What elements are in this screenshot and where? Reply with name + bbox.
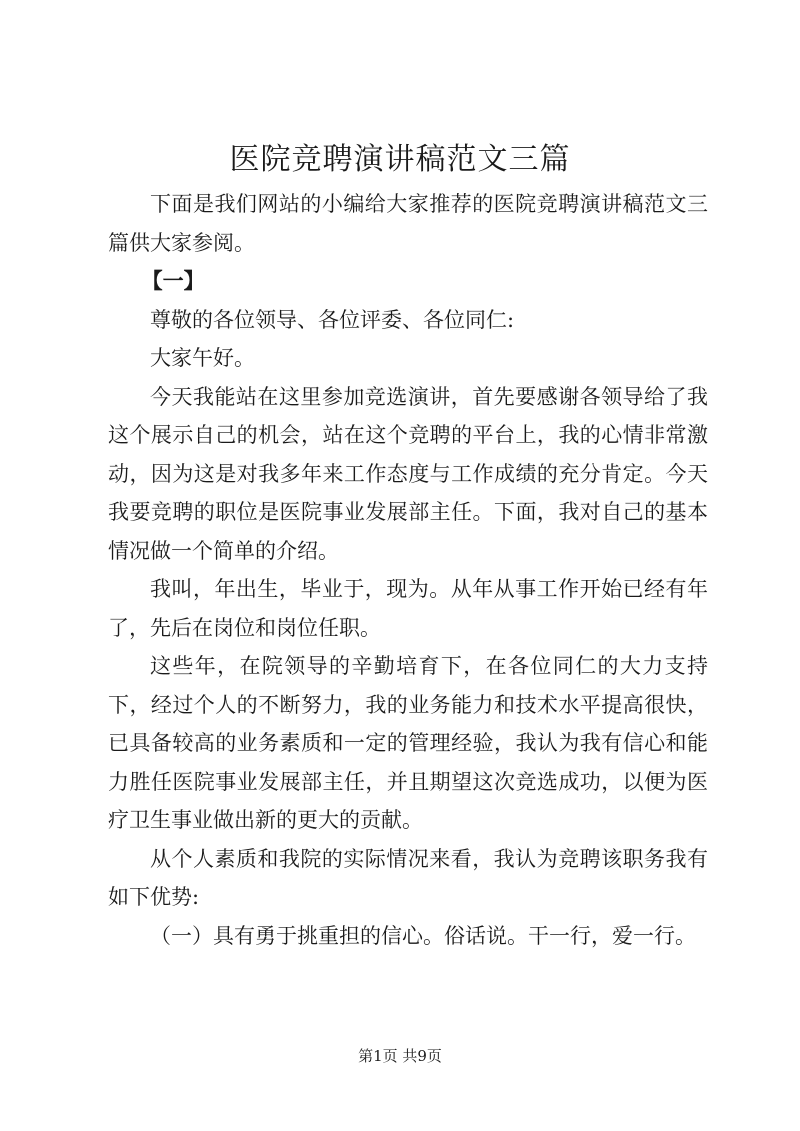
document-body <box>108 185 708 955</box>
greeting: 大家午好。 <box>150 346 255 370</box>
body-paragraph: 今天我能站在这里参加竞选演讲，首先要感谢各领导给了我这个展示自己的机会，站在这个竞聘的平台上，我的心情非常激动，因为这是对我多年来工作态度与工作成绩的充分肯定。今天我要竞聘的职位是医院事业发展部主任。下面，我对自己的基本情况做一个简单的介绍。 <box>108 384 708 563</box>
document-title: 医院竞聘演讲稿范文三篇 <box>229 142 571 177</box>
page-footer: 第1页 共9页 <box>358 1047 442 1065</box>
body-paragraph: （一）具有勇于挑重担的信心。俗话说。干一行，爱一行。 <box>150 923 696 948</box>
intro-paragraph: 下面是我们网站的小编给大家推荐的医院竞聘演讲稿范文三篇供大家参阅。 <box>108 192 708 255</box>
salutation: 尊敬的各位领导、各位评委、各位同仁: <box>150 307 515 332</box>
section-heading: 【一】 <box>141 268 205 293</box>
body-paragraph: 我叫，年出生，毕业于，现为。从年从事工作开始已经有年了，先后在岗位和岗位任职。 <box>108 577 708 640</box>
body-paragraph: 从个人素质和我院的实际情况来看，我认为竞聘该职务我有如下优势: <box>108 846 708 909</box>
body-paragraph: 这些年，在院领导的辛勤培育下，在各位同仁的大力支持下，经过个人的不断努力，我的业务能力和技术水平提高很快，已具备较高的业务素质和一定的管理经验，我认为我有信心和能力胜任医院事业发展部主任，并且期望这次竞选成功，以便为医疗卫生事业做出新的更大的贡献。 <box>108 654 708 832</box>
